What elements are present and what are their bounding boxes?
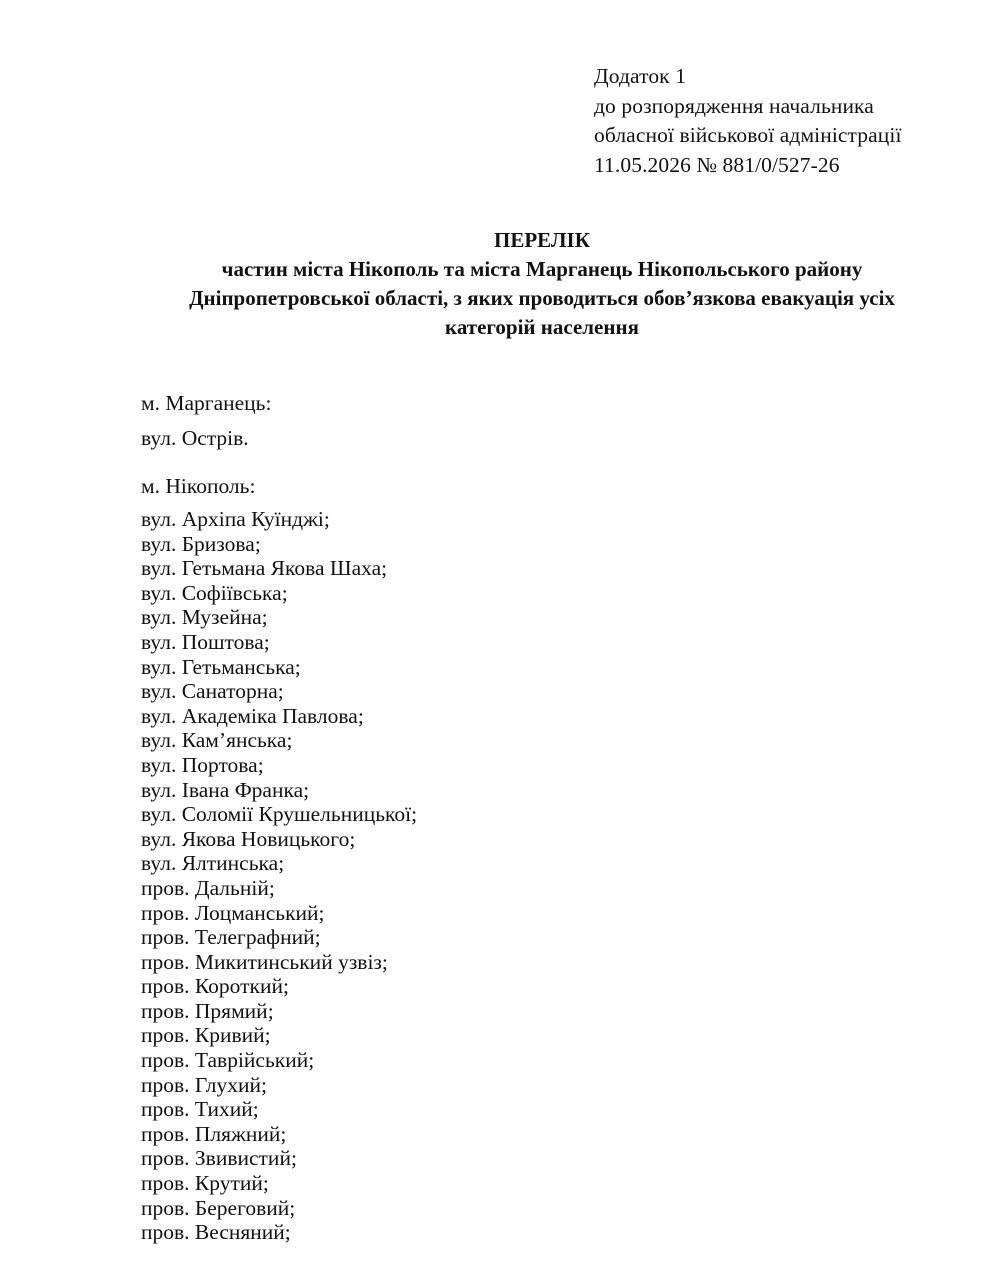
list-item: вул. Академіка Павлова; bbox=[141, 703, 364, 728]
appendix-order-line: до розпорядження начальника bbox=[594, 93, 874, 118]
list-item: вул. Портова; bbox=[141, 752, 264, 777]
list-item: вул. Ялтинська; bbox=[141, 851, 285, 876]
appendix-date-number: 11.05.2026 № 881/0/527-26 bbox=[594, 152, 840, 177]
list-item: пров. Дальній; bbox=[141, 875, 275, 900]
list-item: пров. Микитинський узвіз; bbox=[141, 949, 388, 974]
title-line-1: частин міста Нікополь та міста Марганець Нікопольського району bbox=[221, 257, 863, 281]
appendix-number: Додаток 1 bbox=[594, 64, 687, 88]
list-item: вул. Архіпа Куїнджі; bbox=[141, 507, 330, 531]
list-item: вул. Бризова; bbox=[141, 531, 261, 556]
city-label-nikopol: м. Нікополь: bbox=[141, 474, 256, 498]
list-item: пров. Прямий; bbox=[141, 998, 274, 1023]
document-title bbox=[86, 226, 998, 342]
appendix-header bbox=[594, 62, 902, 180]
title-heading: ПЕРЕЛІК bbox=[494, 228, 590, 252]
list-item: вул. Музейна; bbox=[141, 605, 268, 630]
list-item: вул. Івана Франка; bbox=[141, 777, 310, 802]
list-item: вул. Санаторна; bbox=[141, 679, 284, 704]
city-label-marhanets: м. Марганець: bbox=[141, 391, 272, 415]
list-item: вул. Поштова; bbox=[141, 629, 270, 654]
list-item: пров. Крутий; bbox=[141, 1171, 269, 1196]
list-item: пров. Пляжний; bbox=[141, 1121, 287, 1146]
list-item: пров. Весняний; bbox=[141, 1220, 291, 1245]
list-item: пров. Лоцманський; bbox=[141, 900, 325, 925]
list-item: пров. Телеграфний; bbox=[141, 925, 321, 950]
list-item: пров. Тихий; bbox=[141, 1097, 259, 1122]
list-item: вул. Гетьмана Якова Шаха; bbox=[141, 556, 388, 581]
list-item: вул. Якова Новицького; bbox=[141, 826, 356, 851]
marhanets-street: вул. Острів. bbox=[141, 426, 249, 450]
list-item: пров. Звивистий; bbox=[141, 1146, 297, 1171]
list-item: вул. Кам’янська; bbox=[141, 728, 293, 753]
title-line-3: категорій населення bbox=[445, 315, 639, 339]
list-item: вул. Соломії Крушельницької; bbox=[141, 802, 418, 827]
list-item: пров. Короткий; bbox=[141, 974, 289, 999]
list-item: пров. Кривий; bbox=[141, 1023, 271, 1048]
list-item: пров. Таврійський; bbox=[141, 1048, 315, 1073]
nikopol-street-list bbox=[141, 507, 417, 1245]
list-item: вул. Софіївська; bbox=[141, 580, 288, 605]
list-item: пров. Береговий; bbox=[141, 1195, 296, 1220]
appendix-authority-line: обласної військової адміністрації bbox=[594, 123, 902, 147]
list-item: пров. Глухий; bbox=[141, 1072, 267, 1097]
title-line-2: Дніпропетровської області, з яких проводиться обов’язкова евакуація усіх bbox=[189, 286, 895, 310]
list-item: вул. Гетьманська; bbox=[141, 654, 301, 679]
